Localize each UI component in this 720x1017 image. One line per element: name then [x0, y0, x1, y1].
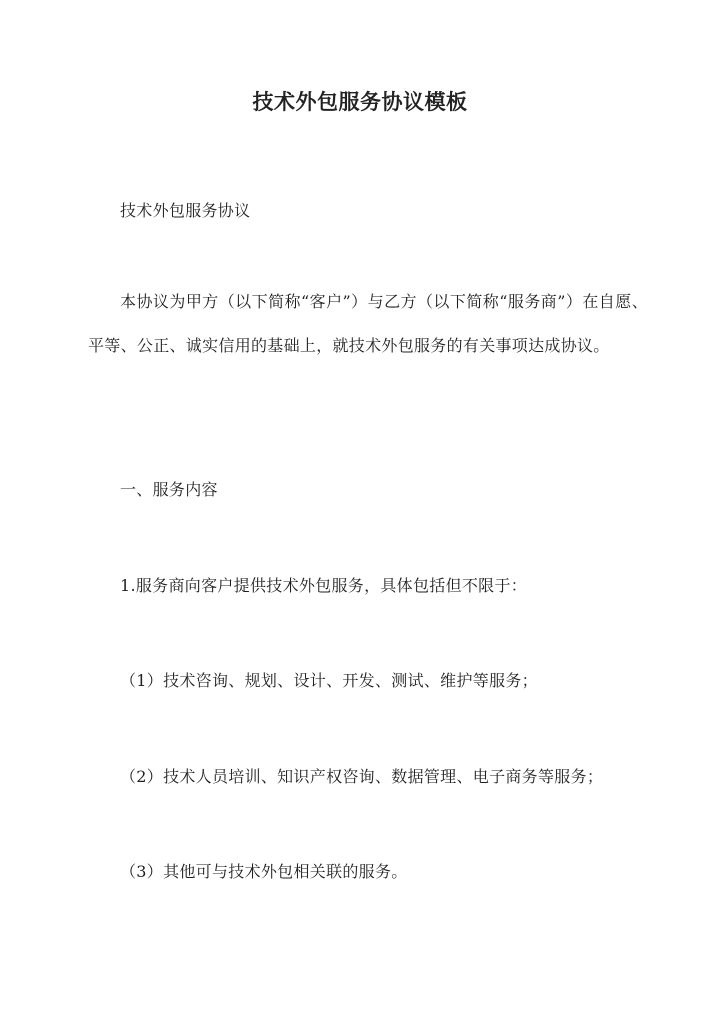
clause-1: 1.服务商向客户提供技术外包服务，具体包括但不限于：	[120, 576, 528, 595]
list-item-2: （2）技术人员培训、知识产权咨询、数据管理、电子商务等服务；	[120, 767, 604, 786]
list-item-1: （1）技术咨询、规划、设计、开发、测试、维护等服务；	[120, 671, 538, 690]
intro-paragraph: 本协议为甲方（以下简称“客户”）与乙方（以下简称“服务商”）在自愿、平等、公正、诚实信用的基础上，就技术外包服务的有关事项达成协议。	[88, 292, 648, 355]
section-heading-service-content: 一、服务内容	[120, 480, 218, 499]
list-item-3: （3）其他可与技术外包相关联的服务。	[120, 862, 408, 881]
document-title: 技术外包服务协议模板	[252, 89, 468, 114]
agreement-subtitle: 技术外包服务协议	[120, 201, 251, 220]
